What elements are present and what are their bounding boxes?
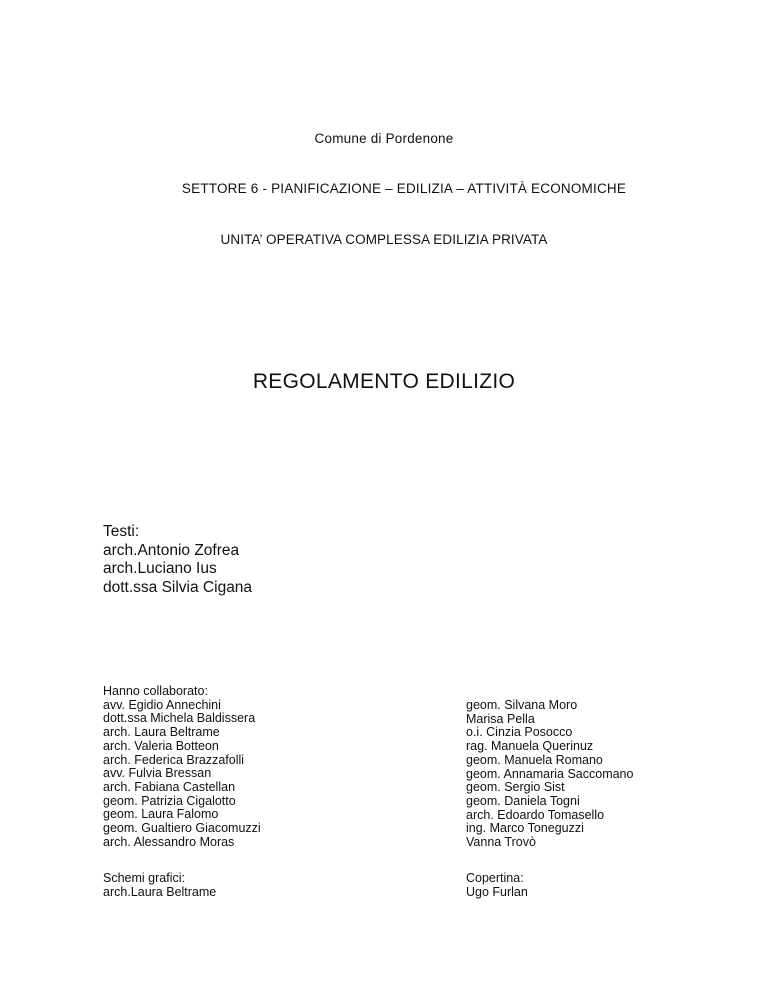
collaborators-left-column [103, 685, 261, 849]
municipality-heading: Comune di Pordenone [314, 131, 454, 146]
unit-heading: UNITA’ OPERATIVA COMPLESSA EDILIZIA PRIVATA [220, 232, 548, 247]
collaborator-name: geom. Daniela Togni [466, 793, 580, 808]
collaborators-label: Hanno collaborato: [103, 684, 208, 698]
collaborator-name: ing. Marco Toneguzzi [466, 821, 584, 836]
collaborator-name: Marisa Pella [466, 711, 535, 726]
collaborator-name: rag. Manuela Querinuz [466, 739, 594, 754]
collaborator-name: geom. Annamaria Saccomano [466, 766, 634, 781]
graphic-schemes-label: Schemi grafici: [103, 871, 185, 885]
collaborator-name: arch. Fabiana Castellan [103, 779, 236, 794]
collaborator-name: Vanna Trovò [466, 835, 536, 850]
authors-block [103, 523, 252, 597]
authors-label: Testi: [103, 523, 140, 540]
document-title: REGOLAMENTO EDILIZIO [252, 370, 516, 393]
author-name: dott.ssa Silvia Cigana [103, 578, 253, 596]
collaborator-name: arch. Federica Brazzafolli [103, 752, 245, 767]
collaborator-name: o.i. Cinzia Posocco [466, 725, 573, 740]
collaborator-name: geom. Gualtiero Giacomuzzi [103, 821, 261, 836]
cover-author: Ugo Furlan [466, 884, 528, 899]
collaborator-name: arch. Valeria Botteon [103, 738, 219, 753]
collaborators-right-column [466, 699, 633, 850]
collaborator-name: avv. Fulvia Bressan [103, 766, 212, 781]
collaborator-name: arch. Alessandro Moras [103, 834, 235, 849]
collaborator-name: geom. Laura Falomo [103, 807, 219, 822]
collaborator-name: geom. Sergio Sist [466, 780, 565, 795]
author-name: arch.Luciano Ius [103, 560, 217, 577]
collaborator-name: geom. Silvana Moro [466, 698, 578, 712]
collaborator-name: arch. Laura Beltrame [103, 725, 220, 740]
collaborator-name: geom. Patrizia Cigalotto [103, 793, 236, 808]
cover-label: Copertina: [466, 871, 524, 885]
sector-heading: SETTORE 6 - PIANIFICAZIONE – EDILIZIA – ATTIVITÀ ECONOMICHE [181, 181, 627, 196]
collaborator-name: arch. Edoardo Tomasello [466, 807, 605, 822]
author-name: arch.Antonio Zofrea [103, 541, 240, 559]
graphic-schemes-author: arch.Laura Beltrame [103, 884, 217, 899]
collaborator-name: geom. Manuela Romano [466, 752, 603, 767]
collaborator-name: avv. Egidio Annechini [103, 697, 221, 712]
cover-block [466, 872, 528, 899]
graphic-schemes-block [103, 872, 216, 899]
collaborator-name: dott.ssa Michela Baldissera [103, 711, 256, 726]
